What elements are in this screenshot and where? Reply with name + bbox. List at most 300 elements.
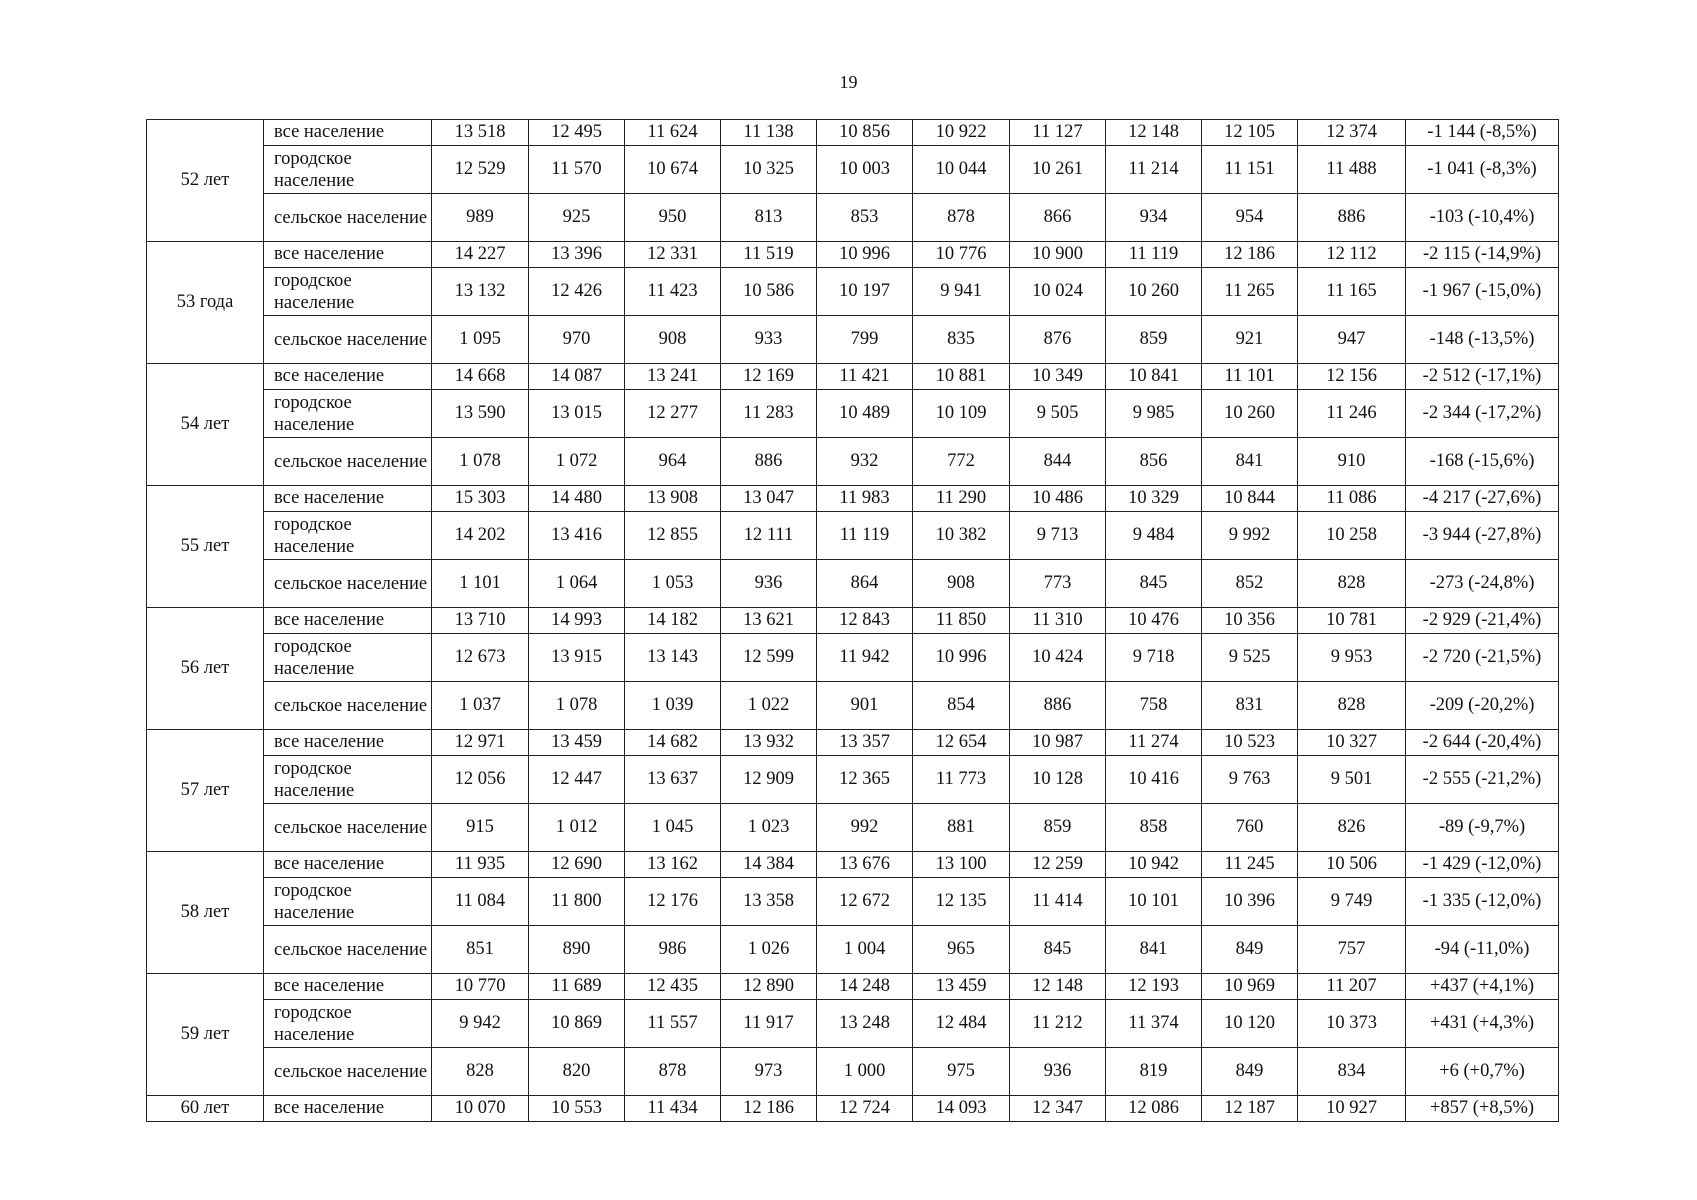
value-cell: 13 015 — [529, 390, 625, 438]
value-cell: 10 869 — [529, 1000, 625, 1048]
value-cell: 975 — [913, 1048, 1010, 1096]
value-cell: 12 148 — [1106, 120, 1202, 146]
value-cell: 12 495 — [529, 120, 625, 146]
value-cell: 10 070 — [432, 1096, 529, 1122]
value-cell: 10 969 — [1202, 974, 1298, 1000]
value-cell: 12 447 — [529, 756, 625, 804]
value-cell: 12 105 — [1202, 120, 1298, 146]
value-cell: 10 900 — [1010, 242, 1106, 268]
value-cell: 9 713 — [1010, 512, 1106, 560]
value-cell: 992 — [817, 804, 913, 852]
value-cell: 813 — [721, 194, 817, 242]
value-cell: 933 — [721, 316, 817, 364]
change-cell: +431 (+4,3%) — [1406, 1000, 1559, 1048]
category-cell: городское население — [264, 268, 432, 316]
value-cell: 1 095 — [432, 316, 529, 364]
value-cell: 773 — [1010, 560, 1106, 608]
value-cell: 11 151 — [1202, 146, 1298, 194]
value-cell: 11 127 — [1010, 120, 1106, 146]
value-cell: 12 135 — [913, 878, 1010, 926]
change-cell: -1 144 (-8,5%) — [1406, 120, 1559, 146]
value-cell: 12 690 — [529, 852, 625, 878]
value-cell: 12 599 — [721, 634, 817, 682]
value-cell: 772 — [913, 438, 1010, 486]
value-cell: 12 347 — [1010, 1096, 1106, 1122]
value-cell: 11 084 — [432, 878, 529, 926]
value-cell: 11 557 — [625, 1000, 721, 1048]
value-cell: 10 424 — [1010, 634, 1106, 682]
table-row — [147, 390, 1559, 438]
value-cell: 925 — [529, 194, 625, 242]
table-row — [147, 364, 1559, 390]
value-cell: 10 003 — [817, 146, 913, 194]
category-cell: все население — [264, 120, 432, 146]
value-cell: 10 942 — [1106, 852, 1202, 878]
value-cell: 12 724 — [817, 1096, 913, 1122]
value-cell: 10 109 — [913, 390, 1010, 438]
page-number: 19 — [839, 72, 858, 92]
value-cell: 970 — [529, 316, 625, 364]
age-cell: 53 года — [147, 242, 264, 364]
value-cell: 11 434 — [625, 1096, 721, 1122]
table-row — [147, 926, 1559, 974]
value-cell: 12 855 — [625, 512, 721, 560]
value-cell: 820 — [529, 1048, 625, 1096]
value-cell: 878 — [625, 1048, 721, 1096]
category-cell: сельское население — [264, 438, 432, 486]
value-cell: 14 182 — [625, 608, 721, 634]
value-cell: 13 162 — [625, 852, 721, 878]
value-cell: 954 — [1202, 194, 1298, 242]
value-cell: 876 — [1010, 316, 1106, 364]
change-cell: +857 (+8,5%) — [1406, 1096, 1559, 1122]
category-cell: все население — [264, 242, 432, 268]
value-cell: 853 — [817, 194, 913, 242]
value-cell: 10 844 — [1202, 486, 1298, 512]
value-cell: 13 100 — [913, 852, 1010, 878]
value-cell: 10 356 — [1202, 608, 1298, 634]
value-cell: 936 — [721, 560, 817, 608]
value-cell: 886 — [1010, 682, 1106, 730]
value-cell: 11 421 — [817, 364, 913, 390]
value-cell: 11 086 — [1298, 486, 1406, 512]
value-cell: 10 856 — [817, 120, 913, 146]
value-cell: 12 169 — [721, 364, 817, 390]
change-cell: -103 (-10,4%) — [1406, 194, 1559, 242]
value-cell: 13 637 — [625, 756, 721, 804]
value-cell: 11 310 — [1010, 608, 1106, 634]
value-cell: 856 — [1106, 438, 1202, 486]
table-body — [147, 120, 1559, 1122]
table-row — [147, 242, 1559, 268]
table-row — [147, 438, 1559, 486]
value-cell: 12 186 — [1202, 242, 1298, 268]
value-cell: 11 119 — [1106, 242, 1202, 268]
value-cell: 11 942 — [817, 634, 913, 682]
value-cell: 12 331 — [625, 242, 721, 268]
value-cell: 845 — [1010, 926, 1106, 974]
value-cell: 11 290 — [913, 486, 1010, 512]
value-cell: 11 212 — [1010, 1000, 1106, 1048]
value-cell: 10 101 — [1106, 878, 1202, 926]
value-cell: 10 781 — [1298, 608, 1406, 634]
value-cell: 10 416 — [1106, 756, 1202, 804]
value-cell: 11 689 — [529, 974, 625, 1000]
value-cell: 9 501 — [1298, 756, 1406, 804]
value-cell: 11 850 — [913, 608, 1010, 634]
value-cell: 12 186 — [721, 1096, 817, 1122]
value-cell: 11 935 — [432, 852, 529, 878]
value-cell: 11 414 — [1010, 878, 1106, 926]
category-cell: городское население — [264, 1000, 432, 1048]
value-cell: 9 525 — [1202, 634, 1298, 682]
change-cell: +437 (+4,1%) — [1406, 974, 1559, 1000]
table-row — [147, 878, 1559, 926]
value-cell: 10 382 — [913, 512, 1010, 560]
value-cell: 10 881 — [913, 364, 1010, 390]
value-cell: 12 672 — [817, 878, 913, 926]
table-row — [147, 194, 1559, 242]
category-cell: все население — [264, 1096, 432, 1122]
value-cell: 13 416 — [529, 512, 625, 560]
table-row — [147, 512, 1559, 560]
table-row — [147, 756, 1559, 804]
value-cell: 858 — [1106, 804, 1202, 852]
value-cell: 10 373 — [1298, 1000, 1406, 1048]
category-cell: сельское население — [264, 804, 432, 852]
table-row — [147, 560, 1559, 608]
value-cell: 14 480 — [529, 486, 625, 512]
category-cell: сельское население — [264, 194, 432, 242]
value-cell: 12 086 — [1106, 1096, 1202, 1122]
value-cell: 10 927 — [1298, 1096, 1406, 1122]
change-cell: -2 644 (-20,4%) — [1406, 730, 1559, 756]
change-cell: -148 (-13,5%) — [1406, 316, 1559, 364]
value-cell: 13 241 — [625, 364, 721, 390]
table-row — [147, 804, 1559, 852]
value-cell: 757 — [1298, 926, 1406, 974]
value-cell: 878 — [913, 194, 1010, 242]
value-cell: 13 358 — [721, 878, 817, 926]
value-cell: 12 148 — [1010, 974, 1106, 1000]
value-cell: 9 992 — [1202, 512, 1298, 560]
value-cell: 12 056 — [432, 756, 529, 804]
value-cell: 12 484 — [913, 1000, 1010, 1048]
value-cell: 932 — [817, 438, 913, 486]
value-cell: 828 — [1298, 682, 1406, 730]
value-cell: 11 165 — [1298, 268, 1406, 316]
value-cell: 845 — [1106, 560, 1202, 608]
value-cell: 973 — [721, 1048, 817, 1096]
category-cell: сельское население — [264, 926, 432, 974]
value-cell: 934 — [1106, 194, 1202, 242]
value-cell: 13 676 — [817, 852, 913, 878]
value-cell: 908 — [913, 560, 1010, 608]
value-cell: 10 506 — [1298, 852, 1406, 878]
value-cell: 1 101 — [432, 560, 529, 608]
value-cell: 826 — [1298, 804, 1406, 852]
value-cell: 965 — [913, 926, 1010, 974]
table-row — [147, 1096, 1559, 1122]
change-cell: +6 (+0,7%) — [1406, 1048, 1559, 1096]
value-cell: 881 — [913, 804, 1010, 852]
value-cell: 851 — [432, 926, 529, 974]
value-cell: 12 843 — [817, 608, 913, 634]
value-cell: 835 — [913, 316, 1010, 364]
category-cell: городское население — [264, 146, 432, 194]
value-cell: 819 — [1106, 1048, 1202, 1096]
change-cell: -2 555 (-21,2%) — [1406, 756, 1559, 804]
table-row — [147, 852, 1559, 878]
value-cell: 14 087 — [529, 364, 625, 390]
value-cell: 799 — [817, 316, 913, 364]
value-cell: 13 248 — [817, 1000, 913, 1048]
category-cell: сельское население — [264, 316, 432, 364]
category-cell: все население — [264, 852, 432, 878]
value-cell: 14 993 — [529, 608, 625, 634]
value-cell: 10 996 — [817, 242, 913, 268]
value-cell: 1 022 — [721, 682, 817, 730]
value-cell: 11 773 — [913, 756, 1010, 804]
category-cell: сельское население — [264, 560, 432, 608]
value-cell: 9 953 — [1298, 634, 1406, 682]
value-cell: 10 674 — [625, 146, 721, 194]
value-cell: 11 800 — [529, 878, 625, 926]
value-cell: 10 325 — [721, 146, 817, 194]
value-cell: 11 214 — [1106, 146, 1202, 194]
value-cell: 14 248 — [817, 974, 913, 1000]
value-cell: 11 138 — [721, 120, 817, 146]
change-cell: -3 944 (-27,8%) — [1406, 512, 1559, 560]
value-cell: 12 909 — [721, 756, 817, 804]
value-cell: 936 — [1010, 1048, 1106, 1096]
change-cell: -1 429 (-12,0%) — [1406, 852, 1559, 878]
value-cell: 12 277 — [625, 390, 721, 438]
value-cell: 886 — [1298, 194, 1406, 242]
value-cell: 844 — [1010, 438, 1106, 486]
value-cell: 11 423 — [625, 268, 721, 316]
value-cell: 10 770 — [432, 974, 529, 1000]
value-cell: 758 — [1106, 682, 1202, 730]
change-cell: -2 344 (-17,2%) — [1406, 390, 1559, 438]
change-cell: -4 217 (-27,6%) — [1406, 486, 1559, 512]
value-cell: 841 — [1202, 438, 1298, 486]
value-cell: 13 459 — [913, 974, 1010, 1000]
change-cell: -2 929 (-21,4%) — [1406, 608, 1559, 634]
value-cell: 12 890 — [721, 974, 817, 1000]
value-cell: 10 523 — [1202, 730, 1298, 756]
value-cell: 950 — [625, 194, 721, 242]
value-cell: 14 384 — [721, 852, 817, 878]
change-cell: -209 (-20,2%) — [1406, 682, 1559, 730]
value-cell: 13 915 — [529, 634, 625, 682]
age-cell: 54 лет — [147, 364, 264, 486]
value-cell: 831 — [1202, 682, 1298, 730]
category-cell: городское население — [264, 634, 432, 682]
value-cell: 11 101 — [1202, 364, 1298, 390]
value-cell: 12 193 — [1106, 974, 1202, 1000]
category-cell: городское население — [264, 756, 432, 804]
value-cell: 10 349 — [1010, 364, 1106, 390]
category-cell: городское население — [264, 878, 432, 926]
value-cell: 12 112 — [1298, 242, 1406, 268]
table-row — [147, 730, 1559, 756]
table-row — [147, 1048, 1559, 1096]
value-cell: 1 039 — [625, 682, 721, 730]
table-row — [147, 608, 1559, 634]
value-cell: 1 023 — [721, 804, 817, 852]
value-cell: 915 — [432, 804, 529, 852]
value-cell: 11 570 — [529, 146, 625, 194]
change-cell: -1 967 (-15,0%) — [1406, 268, 1559, 316]
value-cell: 10 553 — [529, 1096, 625, 1122]
value-cell: 989 — [432, 194, 529, 242]
table-row — [147, 268, 1559, 316]
age-cell: 56 лет — [147, 608, 264, 730]
value-cell: 10 841 — [1106, 364, 1202, 390]
value-cell: 11 283 — [721, 390, 817, 438]
value-cell: 964 — [625, 438, 721, 486]
value-cell: 12 259 — [1010, 852, 1106, 878]
category-cell: все население — [264, 608, 432, 634]
value-cell: 11 983 — [817, 486, 913, 512]
value-cell: 10 024 — [1010, 268, 1106, 316]
value-cell: 14 202 — [432, 512, 529, 560]
value-cell: 908 — [625, 316, 721, 364]
value-cell: 1 012 — [529, 804, 625, 852]
value-cell: 13 908 — [625, 486, 721, 512]
value-cell: 849 — [1202, 1048, 1298, 1096]
value-cell: 828 — [1298, 560, 1406, 608]
value-cell: 9 941 — [913, 268, 1010, 316]
value-cell: 10 586 — [721, 268, 817, 316]
value-cell: 852 — [1202, 560, 1298, 608]
value-cell: 10 922 — [913, 120, 1010, 146]
value-cell: 11 519 — [721, 242, 817, 268]
value-cell: 1 064 — [529, 560, 625, 608]
value-cell: 12 435 — [625, 974, 721, 1000]
value-cell: 9 763 — [1202, 756, 1298, 804]
value-cell: 760 — [1202, 804, 1298, 852]
value-cell: 854 — [913, 682, 1010, 730]
value-cell: 12 673 — [432, 634, 529, 682]
value-cell: 901 — [817, 682, 913, 730]
table-row — [147, 682, 1559, 730]
category-cell: все население — [264, 364, 432, 390]
value-cell: 13 143 — [625, 634, 721, 682]
value-cell: 13 459 — [529, 730, 625, 756]
value-cell: 14 682 — [625, 730, 721, 756]
change-cell: -94 (-11,0%) — [1406, 926, 1559, 974]
value-cell: 921 — [1202, 316, 1298, 364]
value-cell: 10 261 — [1010, 146, 1106, 194]
value-cell: 12 156 — [1298, 364, 1406, 390]
value-cell: 866 — [1010, 194, 1106, 242]
change-cell: -1 041 (-8,3%) — [1406, 146, 1559, 194]
value-cell: 13 590 — [432, 390, 529, 438]
value-cell: 910 — [1298, 438, 1406, 486]
value-cell: 834 — [1298, 1048, 1406, 1096]
category-cell: все население — [264, 974, 432, 1000]
value-cell: 10 329 — [1106, 486, 1202, 512]
value-cell: 1 037 — [432, 682, 529, 730]
category-cell: сельское население — [264, 682, 432, 730]
value-cell: 10 260 — [1202, 390, 1298, 438]
value-cell: 10 486 — [1010, 486, 1106, 512]
value-cell: 12 374 — [1298, 120, 1406, 146]
value-cell: 886 — [721, 438, 817, 486]
value-cell: 10 327 — [1298, 730, 1406, 756]
table-row — [147, 486, 1559, 512]
value-cell: 947 — [1298, 316, 1406, 364]
change-cell: -89 (-9,7%) — [1406, 804, 1559, 852]
value-cell: 12 426 — [529, 268, 625, 316]
value-cell: 9 942 — [432, 1000, 529, 1048]
change-cell: -2 512 (-17,1%) — [1406, 364, 1559, 390]
value-cell: 12 111 — [721, 512, 817, 560]
category-cell: городское население — [264, 512, 432, 560]
value-cell: 12 529 — [432, 146, 529, 194]
value-cell: 10 128 — [1010, 756, 1106, 804]
table-row — [147, 634, 1559, 682]
value-cell: 11 245 — [1202, 852, 1298, 878]
category-cell: сельское население — [264, 1048, 432, 1096]
value-cell: 10 258 — [1298, 512, 1406, 560]
value-cell: 12 365 — [817, 756, 913, 804]
value-cell: 13 621 — [721, 608, 817, 634]
value-cell: 10 044 — [913, 146, 1010, 194]
value-cell: 1 078 — [529, 682, 625, 730]
value-cell: 13 710 — [432, 608, 529, 634]
age-cell: 60 лет — [147, 1096, 264, 1122]
value-cell: 10 996 — [913, 634, 1010, 682]
age-cell: 59 лет — [147, 974, 264, 1096]
value-cell: 13 396 — [529, 242, 625, 268]
value-cell: 11 374 — [1106, 1000, 1202, 1048]
value-cell: 1 072 — [529, 438, 625, 486]
value-cell: 11 488 — [1298, 146, 1406, 194]
value-cell: 9 718 — [1106, 634, 1202, 682]
value-cell: 13 047 — [721, 486, 817, 512]
value-cell: 14 668 — [432, 364, 529, 390]
value-cell: 1 078 — [432, 438, 529, 486]
value-cell: 9 749 — [1298, 878, 1406, 926]
value-cell: 12 176 — [625, 878, 721, 926]
table-row — [147, 1000, 1559, 1048]
value-cell: 11 624 — [625, 120, 721, 146]
age-cell: 55 лет — [147, 486, 264, 608]
value-cell: 1 053 — [625, 560, 721, 608]
value-cell: 13 357 — [817, 730, 913, 756]
value-cell: 10 260 — [1106, 268, 1202, 316]
value-cell: 10 489 — [817, 390, 913, 438]
value-cell: 849 — [1202, 926, 1298, 974]
table-row — [147, 316, 1559, 364]
value-cell: 11 207 — [1298, 974, 1406, 1000]
value-cell: 12 187 — [1202, 1096, 1298, 1122]
value-cell: 864 — [817, 560, 913, 608]
value-cell: 11 246 — [1298, 390, 1406, 438]
age-cell: 52 лет — [147, 120, 264, 242]
change-cell: -1 335 (-12,0%) — [1406, 878, 1559, 926]
change-cell: -2 720 (-21,5%) — [1406, 634, 1559, 682]
value-cell: 9 505 — [1010, 390, 1106, 438]
table-row — [147, 120, 1559, 146]
value-cell: 13 518 — [432, 120, 529, 146]
value-cell: 859 — [1106, 316, 1202, 364]
value-cell: 828 — [432, 1048, 529, 1096]
value-cell: 13 932 — [721, 730, 817, 756]
